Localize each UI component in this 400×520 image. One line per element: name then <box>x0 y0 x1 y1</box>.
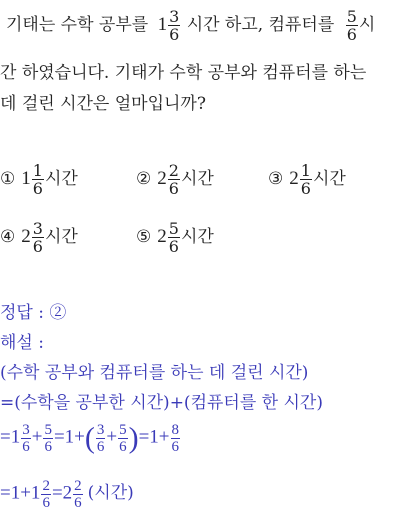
option-2-fraction <box>168 162 180 197</box>
option-4-unit: 시간 <box>44 227 78 247</box>
question-text-a: 기태는 수학 공부를 <box>6 15 149 35</box>
expr3-fraction-2-numerator: 5 <box>44 422 52 438</box>
expr4-eq: =2 <box>51 482 73 504</box>
expr3-fraction-4 <box>118 422 128 455</box>
explanation-line-3 <box>0 422 181 455</box>
question-whole-1: 1 <box>157 14 168 35</box>
expr3-eq2: =1+ <box>53 426 85 448</box>
option-4-whole: 2 <box>21 226 31 247</box>
option-3-whole: 2 <box>289 168 299 189</box>
option-4-marker: ④ <box>0 227 16 247</box>
answer-line <box>0 302 66 324</box>
option-2-numerator: 2 <box>168 161 179 180</box>
answer-label: 정답 : <box>0 303 44 323</box>
explanation-line-4 <box>0 478 134 511</box>
option-1[interactable] <box>0 162 78 197</box>
question-fraction-1 <box>168 8 180 43</box>
expr3-close-paren: ) <box>128 421 139 455</box>
question-line-1 <box>6 8 375 43</box>
expr3-whole: 1 <box>10 426 21 448</box>
expr3-fraction-2 <box>43 422 53 455</box>
option-1-unit: 시간 <box>44 169 78 189</box>
expr3-fraction-1 <box>21 422 31 455</box>
expr3-plus2: + <box>106 426 118 448</box>
option-4-fraction <box>32 220 44 255</box>
expr3-eq: = <box>0 426 11 448</box>
expr3-fraction-3 <box>96 422 106 455</box>
expr3-plus: + <box>31 426 43 448</box>
option-3[interactable] <box>268 162 346 197</box>
option-2-denominator: 6 <box>168 179 179 198</box>
option-5-marker: ⑤ <box>136 227 152 247</box>
option-5-denominator: 6 <box>168 237 179 256</box>
question-fraction-2-denominator: 6 <box>346 25 357 44</box>
question-fraction-2 <box>346 8 358 43</box>
option-1-numerator: 1 <box>32 161 43 180</box>
option-3-marker: ③ <box>268 169 284 189</box>
option-2-whole: 2 <box>157 168 167 189</box>
expr4-fraction-2-denominator: 6 <box>74 495 82 511</box>
option-4-numerator: 3 <box>32 219 43 238</box>
explanation-line-1: (수학 공부와 컴퓨터를 하는 데 걸린 시간) <box>0 363 309 383</box>
option-2-marker: ② <box>136 169 152 189</box>
option-1-fraction <box>32 162 44 197</box>
option-3-numerator: 1 <box>300 161 311 180</box>
expr4-prefix: =1+1 <box>0 482 41 504</box>
option-3-denominator: 6 <box>300 179 311 198</box>
option-2-unit: 시간 <box>180 169 214 189</box>
question-line-3: 데 걸린 시간은 얼마입니까? <box>0 94 206 114</box>
option-1-denominator: 6 <box>32 179 43 198</box>
expr3-fraction-3-numerator: 3 <box>96 422 105 438</box>
expr3-fraction-4-numerator: 5 <box>119 422 127 438</box>
expr3-fraction-1-denominator: 6 <box>22 439 30 455</box>
option-5-whole: 2 <box>157 226 167 247</box>
explanation-label: 해설 : <box>0 333 44 353</box>
option-1-whole: 1 <box>21 168 31 189</box>
expr4-fraction-2-numerator: 2 <box>74 478 82 494</box>
expr3-fraction-2-denominator: 6 <box>44 439 52 455</box>
expr4-unit: (시간) <box>87 483 134 504</box>
answer-value: ② <box>49 303 67 323</box>
option-5-fraction <box>168 220 180 255</box>
option-3-unit: 시간 <box>312 169 346 189</box>
expr3-fraction-5-denominator: 6 <box>171 439 180 455</box>
option-5[interactable] <box>136 220 214 255</box>
question-line-2: 간 하였습니다. 기태가 수학 공부와 컴퓨터를 하는 <box>0 63 367 83</box>
option-4[interactable] <box>0 220 78 255</box>
question-fraction-1-numerator: 3 <box>169 7 180 26</box>
expr3-fraction-3-denominator: 6 <box>96 439 105 455</box>
option-1-marker: ① <box>0 169 16 189</box>
question-text-c: 시 <box>358 15 376 35</box>
option-5-numerator: 5 <box>168 219 179 238</box>
expr4-fraction-1-denominator: 6 <box>42 495 50 511</box>
explanation-line-2: =(수학을 공부한 시간)+(컴퓨터를 한 시간) <box>0 393 323 413</box>
expr4-fraction-1 <box>41 478 51 511</box>
question-fraction-2-numerator: 5 <box>346 7 357 26</box>
expr3-fraction-4-denominator: 6 <box>119 439 127 455</box>
question-fraction-1-denominator: 6 <box>169 25 180 44</box>
expr3-fraction-5-numerator: 8 <box>171 422 180 438</box>
expr4-fraction-1-numerator: 2 <box>42 478 50 494</box>
expr3-fraction-1-numerator: 3 <box>22 422 30 438</box>
expr3-eq3: =1+ <box>138 426 170 448</box>
option-4-denominator: 6 <box>32 237 43 256</box>
question-text-b: 시간 하고, 컴퓨터를 <box>186 15 335 35</box>
expr3-open-paren: ( <box>84 421 95 455</box>
expr3-fraction-5 <box>171 422 181 455</box>
option-5-unit: 시간 <box>180 227 214 247</box>
option-3-fraction <box>300 162 312 197</box>
expr4-fraction-2 <box>73 478 83 511</box>
option-2[interactable] <box>136 162 214 197</box>
